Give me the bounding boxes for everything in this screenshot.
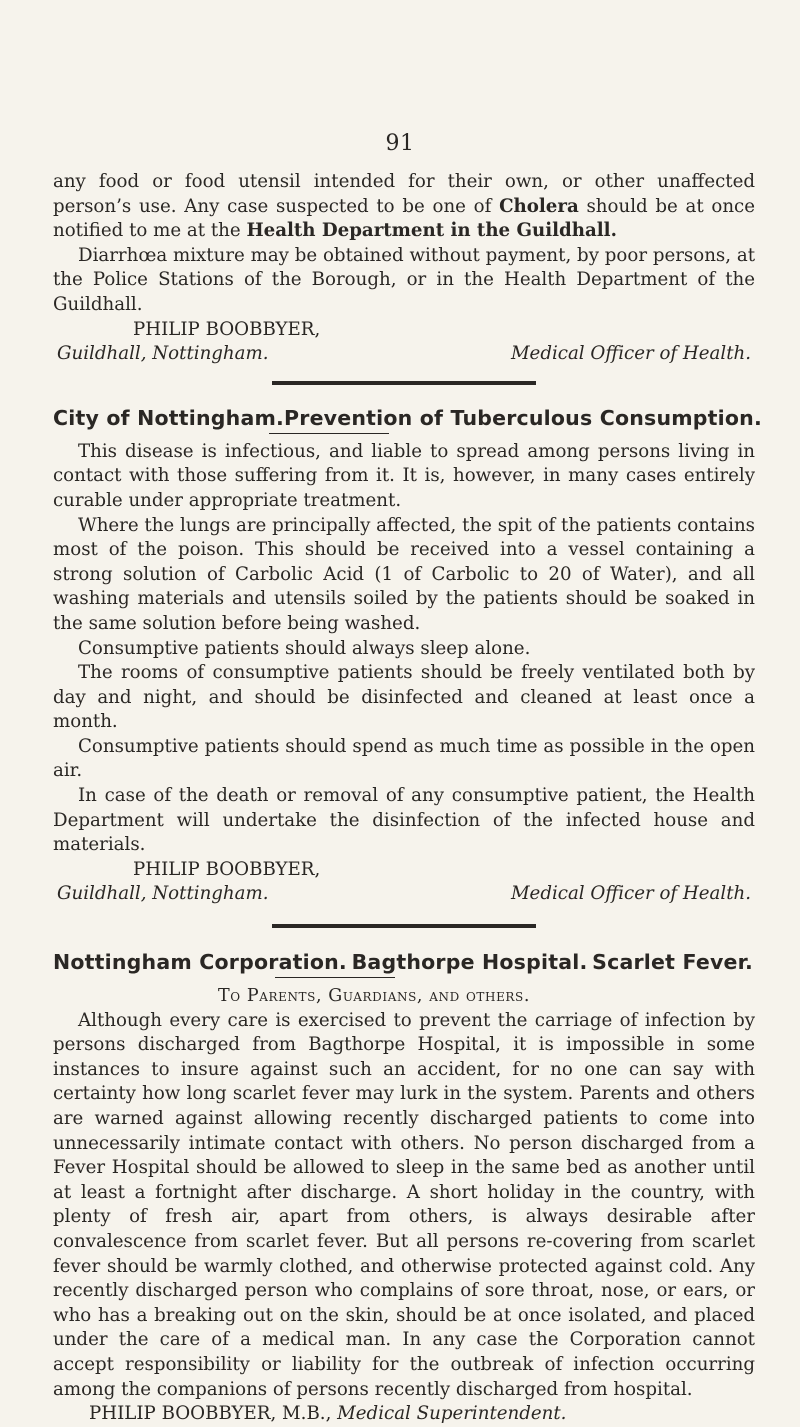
body-paragraph: In case of the death or removal of any consumptive patient, the Health Department will undertake the disinfection of the infected house and materials.	[53, 785, 755, 856]
addressee-line: To Parents, Guardians, and others.	[217, 986, 531, 1007]
signature-place: Guildhall, Nottingham.	[57, 343, 269, 365]
diarrhoea-paragraph: Diarrhœa mixture may be obtained without payment, by poor persons, at the Police Stations of the Borough, or in the Health Department of the Guildhall.	[53, 244, 755, 315]
signature-title: Medical Superintendent.	[337, 1403, 567, 1425]
cholera-notice	[53, 170, 755, 367]
section-divider	[272, 381, 536, 385]
signature-title: Medical Officer of Health.	[510, 343, 751, 365]
signature-name: PHILIP BOOBBYER,	[133, 858, 321, 880]
page-number: 91	[385, 131, 415, 156]
tuberculosis-notice	[53, 404, 762, 907]
body-paragraph: Where the lungs are principally affected, the spit of the patients contains most of the poison. This should be received into a vessel containing a strong solution of Carbolic Acid (1 of Carbolic to 20 of Water), and all washing materials and utensils soiled by the patients should be soaked in the same solution before being washed.	[53, 514, 755, 634]
heading-underline	[269, 433, 389, 434]
heading-left: City of Nottingham.	[53, 405, 285, 430]
text-run: should be at once notified to me at the	[53, 195, 755, 242]
section-divider	[272, 924, 536, 928]
superintendent-signature	[53, 1402, 755, 1427]
body-paragraph: The rooms of consumptive patients should be freely ventilated both by day and night, and should be disinfected and cleaned at least once a month.	[53, 662, 755, 733]
heading-right: Prevention of Tuberculous Consumption.	[284, 405, 762, 430]
cholera-emphasis: Cholera	[499, 195, 579, 217]
signature-title: Medical Officer of Health.	[510, 883, 751, 905]
body-paragraph: Although every care is exercised to prevent the carriage of infection by persons discharged from Bagthorpe Hospital, it is impossible in some instances to insure against such an accident, for no one can say with certainty how long scarlet fever may lurk in the system. Parents and others are warned against allowing recently discharged patients to come into unnecessarily intimate contact with others. No person discharged from a Fever Hospital should be allowed to sleep in the same bed as another until at least a fortnight after discharge. A short holiday in the country, with plenty of fresh air, apart from others, is always desirable after convalescence from scarlet fever. But all persons re-covering from scarlet fever should be warmly clothed, and otherwise protected against cold. Any recently discharged person who complains of sore throat, nose, or ears, or who has a breaking out on the skin, should be at once isolated, and placed under the care of a medical man. In any case the Corporation cannot accept responsibility or liability for the outbreak of infection occurring among the companions of persons recently discharged from hospital.	[53, 1009, 755, 1400]
scarlet-fever-notice	[53, 948, 755, 1427]
signature-place: Guildhall, Nottingham.	[57, 883, 269, 905]
body-paragraph: Consumptive patients should spend as much time as possible in the open air.	[53, 735, 755, 782]
heading-underline	[275, 977, 395, 978]
signature-row	[53, 342, 755, 367]
body-paragraph: Consumptive patients should always sleep alone.	[78, 637, 531, 659]
cholera-paragraph	[53, 170, 755, 244]
section-heading	[53, 404, 762, 432]
section-heading	[53, 948, 755, 976]
health-department-emphasis: Health Department in the Guildhall.	[246, 220, 617, 242]
heading-right: Scarlet Fever.	[592, 950, 753, 975]
signature-row	[53, 882, 755, 907]
heading-left: Nottingham Corporation.	[53, 950, 347, 975]
signature-name: PHILIP BOOBBYER,	[133, 318, 321, 340]
text-run: any food or food utensil intended for their own, or other unaffected person’s use. Any case suspected to be one of	[53, 171, 755, 217]
text-column	[53, 170, 762, 1427]
body-paragraph: This disease is infectious, and liable to spread among persons living in contact with those suffering from it. It is, however, in many cases entirely curable under appropriate treatment.	[53, 440, 755, 511]
signature-name: PHILIP BOOBBYER, M.B.,	[89, 1403, 332, 1425]
heading-middle: Bagthorpe Hospital.	[351, 950, 588, 975]
